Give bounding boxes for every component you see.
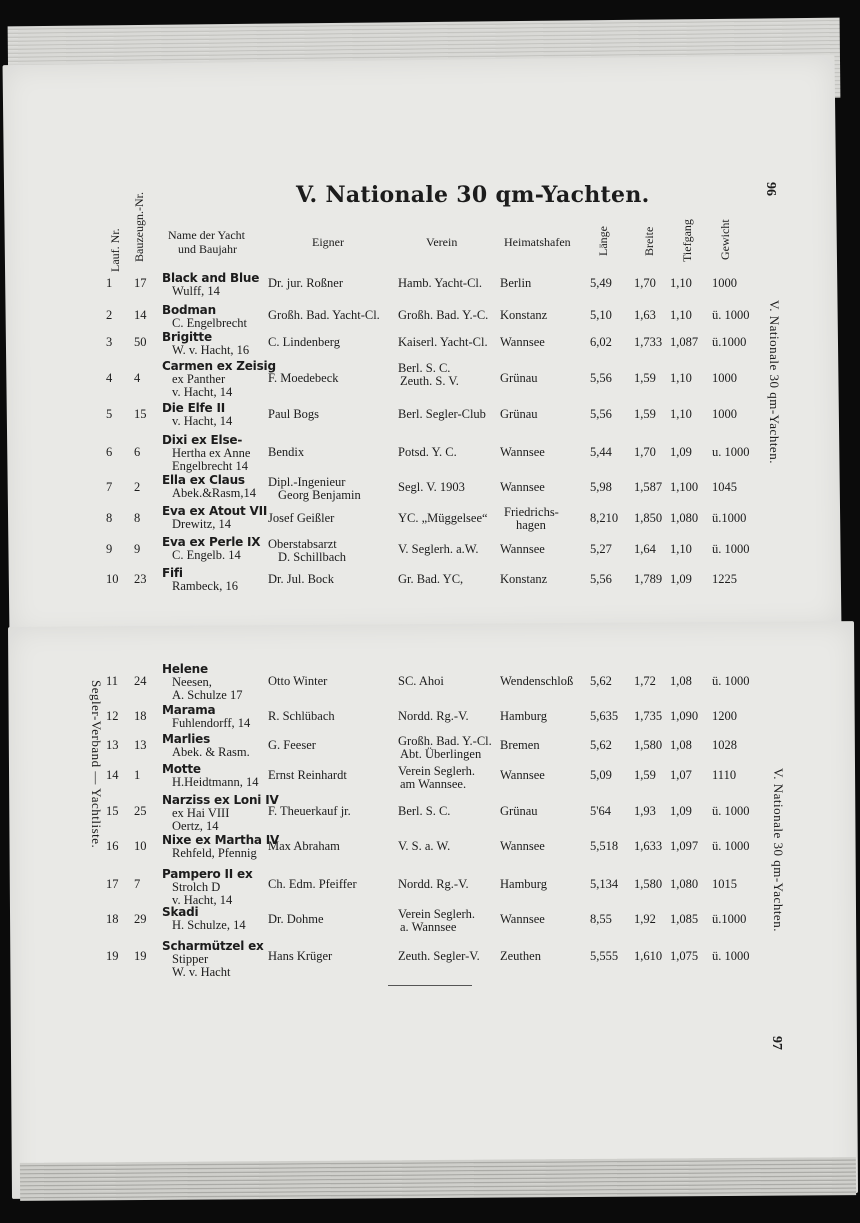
- yacht-builder: Wulff, 14: [172, 284, 220, 298]
- club: Potsd. Y. C.: [398, 444, 457, 459]
- yacht-name: Die Elfe II: [162, 401, 225, 415]
- beam: 1,587: [634, 479, 663, 494]
- club-division: a. Wannsee: [400, 920, 457, 934]
- yacht-name-block: [162, 704, 250, 730]
- length: 5,10: [590, 307, 612, 322]
- yacht-name-block: [162, 906, 246, 932]
- club: Nordd. Rg.-V.: [398, 708, 469, 723]
- yacht-builder: Strolch D: [172, 880, 221, 894]
- beam: 1,580: [634, 737, 663, 752]
- home-port: Hamburg: [500, 876, 547, 891]
- yacht-builder-extra: W. v. Hacht: [172, 965, 231, 979]
- yacht-builder: Fuhlendorff, 14: [172, 716, 251, 730]
- home-port: Bremen: [500, 737, 540, 752]
- club: Verein Seglerh.: [398, 907, 476, 921]
- home-port-cont: hagen: [516, 518, 546, 532]
- yacht-name: Black and Blue: [162, 271, 260, 285]
- home-port: Wannsee: [500, 334, 545, 349]
- yacht-builder-extra: Engelbrecht 14: [172, 459, 249, 473]
- yacht-builder: C. Engelbrecht: [172, 316, 247, 330]
- yacht-builder-extra: v. Hacht, 14: [172, 893, 233, 907]
- club: Gr. Bad. YC,: [398, 571, 464, 586]
- length: 5,98: [590, 479, 612, 494]
- owner: Max Abraham: [268, 838, 340, 853]
- weight: ü. 1000: [712, 673, 750, 688]
- draft: 1,085: [670, 911, 699, 926]
- yacht-builder-extra: v. Hacht, 14: [172, 385, 233, 399]
- club: Segl. V. 1903: [398, 479, 465, 494]
- build-number: 9: [134, 541, 141, 556]
- club: Großh. Bad. Y.-Cl.: [398, 734, 492, 748]
- build-number: 1: [134, 767, 141, 782]
- yacht-name-block: [162, 434, 250, 473]
- home-port: Wannsee: [500, 444, 545, 459]
- club: Großh. Bad. Y.-C.: [398, 307, 489, 322]
- beam: 1,93: [634, 803, 656, 818]
- column-header-gewicht: Gewicht: [718, 219, 732, 260]
- owner: Ch. Edm. Pfeiffer: [268, 876, 357, 891]
- home-port: Grünau: [500, 803, 538, 818]
- yacht-name: Narziss ex Loni IV: [162, 793, 279, 807]
- weight: ü. 1000: [712, 803, 750, 818]
- yacht-name-block: [162, 536, 260, 562]
- yacht-builder: v. Hacht, 14: [172, 414, 233, 428]
- home-port: Wannsee: [500, 838, 545, 853]
- club: Verein Seglerh.: [398, 764, 476, 778]
- weight: ü. 1000: [712, 307, 750, 322]
- yacht-name: Marama: [162, 703, 216, 717]
- length: 6,02: [590, 334, 612, 349]
- length: 5,49: [590, 275, 612, 290]
- club: V. S. a. W.: [398, 838, 451, 853]
- yacht-name-block: [162, 474, 256, 500]
- build-number: 4: [134, 370, 141, 385]
- column-header-breite: Breite: [642, 226, 656, 256]
- draft: 1,097: [670, 838, 699, 853]
- beam: 1,789: [634, 571, 663, 586]
- club-division: Abt. Überlingen: [400, 747, 482, 761]
- length: 5,62: [590, 737, 612, 752]
- yacht-builder: H. Schulze, 14: [172, 918, 246, 932]
- yacht-name-block: [162, 868, 253, 907]
- weight: 1000: [712, 406, 737, 421]
- draft: 1,10: [670, 406, 692, 421]
- yacht-name-block: [162, 272, 259, 298]
- build-number: 17: [134, 275, 147, 290]
- yacht-builder: Stipper: [172, 952, 209, 966]
- draft: 1,08: [670, 737, 692, 752]
- yacht-builder-extra: A. Schulze 17: [172, 688, 243, 702]
- row-number: 11: [106, 673, 119, 688]
- build-number: 50: [134, 334, 147, 349]
- beam: 1,633: [634, 838, 663, 853]
- row-number: 19: [106, 948, 119, 963]
- club: YC. „Müggelsee“: [398, 510, 488, 525]
- length: 5,518: [590, 838, 619, 853]
- beam: 1,64: [634, 541, 656, 556]
- build-number: 23: [134, 571, 147, 586]
- page-edges-bottom: [20, 1157, 856, 1201]
- weight: u. 1000: [712, 444, 750, 459]
- length: 5,27: [590, 541, 612, 556]
- yacht-name: Carmen ex Zeisig: [162, 359, 276, 373]
- yacht-name: Ella ex Claus: [162, 473, 245, 487]
- build-number: 19: [134, 948, 147, 963]
- home-port: Wannsee: [500, 767, 545, 782]
- length: 5,62: [590, 673, 612, 688]
- yacht-builder: C. Engelb. 14: [172, 548, 241, 562]
- club-division: am Wannsee.: [400, 777, 467, 791]
- beam: 1,59: [634, 406, 656, 421]
- length: 5,635: [590, 708, 619, 723]
- row-number: 17: [106, 876, 119, 891]
- yacht-name: Scharmützel ex: [162, 939, 264, 953]
- draft: 1,087: [670, 334, 699, 349]
- yacht-name-block: [162, 834, 279, 860]
- weight: ü. 1000: [712, 838, 750, 853]
- draft: 1,09: [670, 571, 692, 586]
- club: Hamb. Yacht-Cl.: [398, 275, 483, 290]
- row-number: 4: [106, 370, 113, 385]
- column-header-eigner: Eigner: [312, 235, 344, 249]
- home-port: Konstanz: [500, 307, 548, 322]
- closing-rule: [388, 985, 472, 986]
- owner: Josef Geißler: [268, 510, 335, 525]
- draft: 1,080: [670, 510, 699, 525]
- owner: R. Schlübach: [268, 708, 335, 723]
- row-number: 18: [106, 911, 119, 926]
- beam: 1,72: [634, 673, 656, 688]
- length: 5,56: [590, 370, 612, 385]
- owner: Oberstabsarzt: [268, 537, 337, 551]
- owner: Otto Winter: [268, 673, 328, 688]
- beam: 1,580: [634, 876, 663, 891]
- column-header-baujahr: und Baujahr: [178, 242, 237, 256]
- weight: 1045: [712, 479, 737, 494]
- build-number: 15: [134, 406, 147, 421]
- length: 5,56: [590, 571, 612, 586]
- beam: 1,63: [634, 307, 656, 322]
- yacht-name: Bodman: [162, 303, 216, 317]
- yacht-name: Eva ex Atout VII: [162, 504, 268, 518]
- draft: 1,10: [670, 541, 692, 556]
- yacht-name: Motte: [162, 762, 201, 776]
- owner: Dr. Dohme: [268, 911, 324, 926]
- home-port: Berlin: [500, 275, 532, 290]
- yacht-name-block: [162, 794, 279, 833]
- row-number: 10: [106, 571, 119, 586]
- draft: 1,075: [670, 948, 699, 963]
- yacht-name-block: [162, 567, 238, 593]
- row-number: 14: [106, 767, 119, 782]
- owner-name: D. Schillbach: [278, 550, 347, 564]
- yacht-builder: ex Hai VIII: [172, 806, 230, 820]
- row-number: 6: [106, 444, 113, 459]
- yacht-name: Eva ex Perle IX: [162, 535, 261, 549]
- owner: G. Feeser: [268, 737, 316, 752]
- yacht-name: Helene: [162, 662, 208, 676]
- weight: 1200: [712, 708, 737, 723]
- length: 5,555: [590, 948, 619, 963]
- weight: ü.1000: [712, 911, 747, 926]
- column-header-name: Name der Yacht: [168, 228, 245, 242]
- club: Kaiserl. Yacht-Cl.: [398, 334, 488, 349]
- owner: Paul Bogs: [268, 406, 320, 421]
- club: V. Seglerh. a.W.: [398, 541, 479, 556]
- yacht-name: Dixi ex Else-: [162, 433, 243, 447]
- owner: Dr. Jul. Bock: [268, 571, 334, 586]
- length: 5,134: [590, 876, 619, 891]
- build-number: 29: [134, 911, 147, 926]
- yacht-builder-extra: Oertz, 14: [172, 819, 219, 833]
- weight: ü.1000: [712, 510, 747, 525]
- owner: C. Lindenberg: [268, 334, 340, 349]
- yacht-builder: Abek. & Rasm.: [172, 745, 250, 759]
- home-port: Hamburg: [500, 708, 547, 723]
- yacht-builder: W. v. Hacht, 16: [172, 343, 250, 357]
- build-number: 24: [134, 673, 147, 688]
- yacht-builder: H.Heidtmann, 14: [172, 775, 259, 789]
- owner: Ernst Reinhardt: [268, 767, 347, 782]
- yacht-name-block: [162, 505, 267, 531]
- row-number: 8: [106, 510, 113, 525]
- yacht-name-block: [162, 360, 276, 399]
- weight: 1015: [712, 876, 737, 891]
- club: Berl. Segler-Club: [398, 406, 486, 421]
- build-number: 25: [134, 803, 147, 818]
- column-header-lauf: Lauf. Nr.: [108, 228, 122, 272]
- row-number: 7: [106, 479, 113, 494]
- row-number: 13: [106, 737, 119, 752]
- build-number: 14: [134, 307, 147, 322]
- yacht-name-block: [162, 763, 258, 789]
- club: Berl. S. C.: [398, 361, 451, 375]
- weight: ü. 1000: [712, 541, 750, 556]
- home-port: Wendenschloß: [500, 673, 574, 688]
- running-header-top: V. Nationale 30 qm-Yachten.: [767, 300, 782, 464]
- length: 5,44: [590, 444, 612, 459]
- running-header-bottom-left: Segler-Verband — Yachtliste.: [89, 680, 104, 849]
- column-header-tiefgang: Tiefgang: [680, 219, 694, 262]
- build-number: 6: [134, 444, 141, 459]
- row-number: 15: [106, 803, 119, 818]
- draft: 1,07: [670, 767, 692, 782]
- yacht-name: Nixe ex Martha IV: [162, 833, 280, 847]
- weight: 1225: [712, 571, 737, 586]
- home-port: Zeuthen: [500, 948, 541, 963]
- column-header-bau: Bauzeugn.-Nr.: [132, 192, 146, 262]
- draft: 1,08: [670, 673, 692, 688]
- build-number: 7: [134, 876, 141, 891]
- length: 5,56: [590, 406, 612, 421]
- row-number: 12: [106, 708, 119, 723]
- club: SC. Ahoi: [398, 673, 444, 688]
- draft: 1,090: [670, 708, 699, 723]
- yacht-name: Fifi: [162, 566, 183, 580]
- row-number: 16: [106, 838, 119, 853]
- length: 5,09: [590, 767, 612, 782]
- draft: 1,080: [670, 876, 699, 891]
- beam: 1,610: [634, 948, 663, 963]
- beam: 1,735: [634, 708, 663, 723]
- row-number: 9: [106, 541, 113, 556]
- owner: F. Theuerkauf jr.: [268, 803, 351, 818]
- page-title: V. Nationale 30 qm-Yachten.: [296, 182, 650, 208]
- draft: 1,10: [670, 370, 692, 385]
- yacht-builder: Rambeck, 16: [172, 579, 238, 593]
- club: Nordd. Rg.-V.: [398, 876, 469, 891]
- page-number-top: 96: [763, 182, 778, 196]
- build-number: 2: [134, 479, 141, 494]
- length: 5'64: [590, 803, 612, 818]
- weight: 1000: [712, 275, 737, 290]
- owner-name: Georg Benjamin: [278, 488, 361, 502]
- build-number: 13: [134, 737, 147, 752]
- running-header-bottom: V. Nationale 30 qm-Yachten.: [771, 768, 786, 932]
- yacht-builder: Hertha ex Anne: [172, 446, 251, 460]
- row-number: 5: [106, 406, 113, 421]
- yacht-name-block: [162, 331, 249, 357]
- owner: Bendix: [268, 444, 305, 459]
- owner: Dipl.-Ingenieur: [268, 475, 346, 489]
- beam: 1,70: [634, 275, 656, 290]
- draft: 1,09: [670, 803, 692, 818]
- weight: ü.1000: [712, 334, 747, 349]
- yacht-name: Marlies: [162, 732, 211, 746]
- length: 8,55: [590, 911, 612, 926]
- yacht-builder: Rehfeld, Pfennig: [172, 846, 257, 860]
- build-number: 18: [134, 708, 147, 723]
- club-division: Zeuth. S. V.: [400, 374, 459, 388]
- draft: 1,09: [670, 444, 692, 459]
- home-port: Friedrichs-: [504, 505, 559, 519]
- yacht-name-block: [162, 304, 247, 330]
- yacht-name-block: [162, 733, 250, 759]
- home-port: Grünau: [500, 370, 538, 385]
- beam: 1,92: [634, 911, 656, 926]
- column-header-verein: Verein: [426, 235, 458, 249]
- page-number-bottom: 97: [769, 1036, 784, 1050]
- weight: 1028: [712, 737, 737, 752]
- beam: 1,850: [634, 510, 663, 525]
- beam: 1,59: [634, 767, 656, 782]
- row-number: 1: [106, 275, 113, 290]
- yacht-name: Skadi: [162, 905, 199, 919]
- yacht-name: Pampero II ex: [162, 867, 253, 881]
- home-port: Wannsee: [500, 541, 545, 556]
- home-port: Wannsee: [500, 479, 545, 494]
- yacht-name-block: [162, 402, 232, 428]
- club: Zeuth. Segler-V.: [398, 948, 480, 963]
- owner: Dr. jur. Roßner: [268, 275, 343, 290]
- draft: 1,100: [670, 479, 699, 494]
- yacht-builder: Abek.&Rasm,14: [172, 486, 257, 500]
- yacht-name: Brigitte: [162, 330, 212, 344]
- home-port: Grünau: [500, 406, 538, 421]
- build-number: 8: [134, 510, 141, 525]
- yacht-builder: Neesen,: [172, 675, 212, 689]
- draft: 1,10: [670, 275, 692, 290]
- length: 8,210: [590, 510, 619, 525]
- build-number: 10: [134, 838, 147, 853]
- draft: 1,10: [670, 307, 692, 322]
- yacht-name-block: [162, 940, 264, 979]
- home-port: Konstanz: [500, 571, 548, 586]
- beam: 1,733: [634, 334, 663, 349]
- column-header-heimatshafen: Heimatshafen: [504, 235, 571, 249]
- weight: ü. 1000: [712, 948, 750, 963]
- row-number: 2: [106, 307, 113, 322]
- beam: 1,59: [634, 370, 656, 385]
- owner: F. Moedebeck: [268, 370, 339, 385]
- yacht-builder: ex Panther: [172, 372, 226, 386]
- owner: Hans Krüger: [268, 948, 333, 963]
- beam: 1,70: [634, 444, 656, 459]
- weight: 1110: [712, 767, 737, 782]
- yacht-builder: Drewitz, 14: [172, 517, 232, 531]
- home-port: Wannsee: [500, 911, 545, 926]
- club: Berl. S. C.: [398, 803, 451, 818]
- owner: Großh. Bad. Yacht-Cl.: [268, 307, 380, 322]
- row-number: 3: [106, 334, 113, 349]
- column-header-laenge: Länge: [596, 226, 610, 256]
- weight: 1000: [712, 370, 737, 385]
- yacht-name-block: [162, 663, 242, 702]
